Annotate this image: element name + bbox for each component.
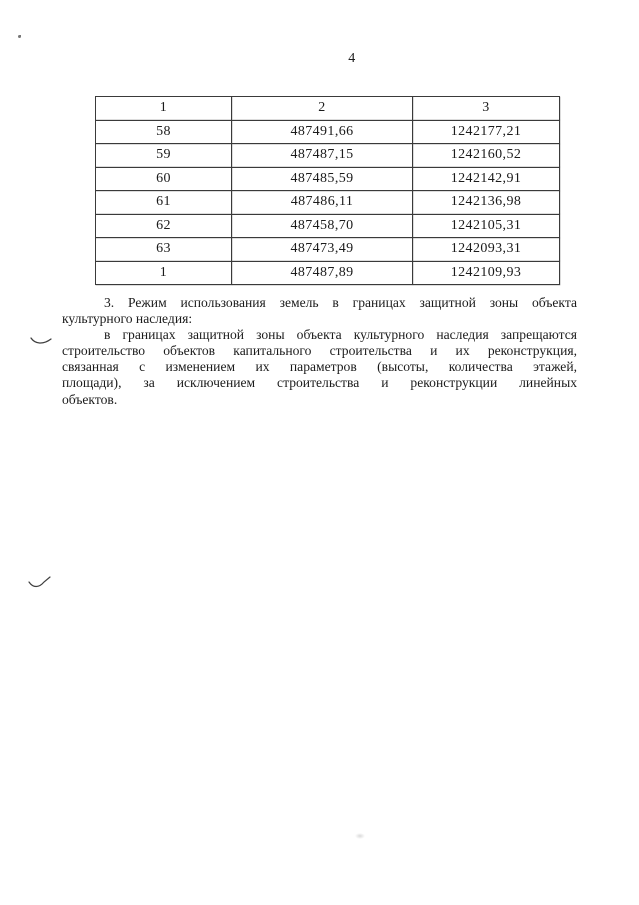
table-row <box>96 191 560 215</box>
coordinate-x-cell: 487487,15 <box>232 144 413 168</box>
table-row <box>96 238 560 262</box>
table-row <box>96 261 560 285</box>
body-paragraph-line: объектов. <box>62 391 118 407</box>
point-number-cell: 60 <box>96 167 232 191</box>
coordinate-y-cell: 1242136,98 <box>413 191 560 215</box>
body-paragraph-line: строительство объектов капитального строительства и их реконструкция, <box>62 343 577 359</box>
body-text-block <box>62 295 577 408</box>
table-row <box>96 214 560 238</box>
coordinate-x-cell: 487491,66 <box>232 120 413 144</box>
point-number-cell: 61 <box>96 191 232 215</box>
point-number-cell: 58 <box>96 120 232 144</box>
coordinate-y-cell: 1242105,31 <box>413 214 560 238</box>
coordinate-y-cell: 1242177,21 <box>413 120 560 144</box>
table-row <box>96 144 560 168</box>
body-paragraph-line: культурного наследия: <box>62 311 193 327</box>
table-row <box>96 120 560 144</box>
body-paragraph-line: 3. Режим использования земель в границах защитной зоны объекта <box>104 295 577 310</box>
coordinate-x-cell: 487485,59 <box>232 167 413 191</box>
body-paragraph-line: в границах защитной зоны объекта культурного наследия запрещаются <box>104 327 577 343</box>
table-header-cell: 3 <box>413 97 560 121</box>
page-number: 4 <box>348 51 356 66</box>
scan-smudge <box>355 833 365 839</box>
pen-mark <box>27 575 53 591</box>
body-paragraph-line: связанная с изменением их параметров (высоты, количества этажей, <box>62 359 577 375</box>
coordinate-x-cell: 487458,70 <box>232 214 413 238</box>
coordinate-x-cell: 487487,89 <box>232 261 413 285</box>
coordinates-table <box>95 96 560 285</box>
coordinate-y-cell: 1242093,31 <box>413 238 560 262</box>
table-header-cell: 2 <box>232 97 413 121</box>
point-number-cell: 59 <box>96 144 232 168</box>
body-paragraph-line: площади), за исключением строительства и реконструкции линейных <box>62 375 577 391</box>
coordinate-y-cell: 1242160,52 <box>413 144 560 168</box>
point-number-cell: 62 <box>96 214 232 238</box>
coordinate-y-cell: 1242109,93 <box>413 261 560 285</box>
table-header-row <box>96 97 560 121</box>
scan-speck <box>18 35 21 38</box>
coordinate-x-cell: 487486,11 <box>232 191 413 215</box>
table-header-cell: 1 <box>96 97 232 121</box>
point-number-cell: 63 <box>96 238 232 262</box>
coordinate-y-cell: 1242142,91 <box>413 167 560 191</box>
pen-mark <box>30 334 54 348</box>
table-row <box>96 167 560 191</box>
point-number-cell: 1 <box>96 261 232 285</box>
coordinate-x-cell: 487473,49 <box>232 238 413 262</box>
